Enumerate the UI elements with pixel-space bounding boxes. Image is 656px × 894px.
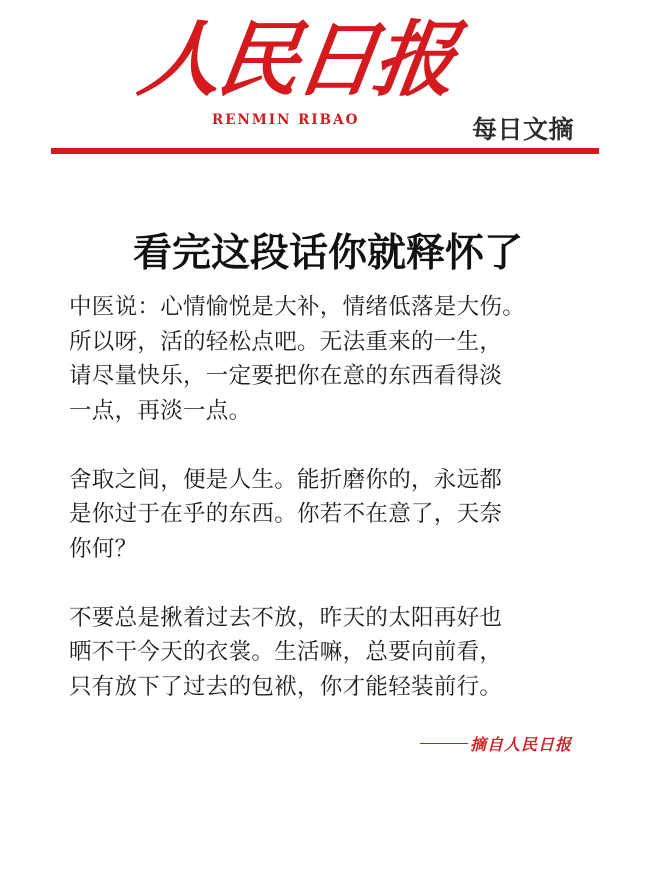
- paragraph-line: 所以呀，活的轻松点吧。无法重来的一生，: [69, 328, 503, 355]
- paragraph-line: 中医说：心情愉悦是大补，情绪低落是大伤。: [69, 294, 526, 320]
- newspaper-logo-pinyin: RENMIN RIBAO: [212, 112, 360, 128]
- section-label: 每日文摘: [472, 115, 575, 144]
- article-headline: 看完这段话你就释怀了: [132, 231, 523, 277]
- paragraph-line: 不要总是揪着过去不放，昨天的太阳再好也: [69, 604, 503, 631]
- paragraph-line: 一点，再淡一点。: [69, 397, 252, 424]
- paragraph-line: 只有放下了过去的包袱，你才能轻装前行。: [69, 673, 503, 700]
- paragraph-line: 舍取之间，便是人生。能折磨你的，永远都: [69, 466, 503, 493]
- paragraph-1: [69, 290, 589, 428]
- source-attribution: [420, 732, 572, 755]
- attribution-text: 摘自人民日报: [470, 735, 573, 754]
- paragraph-3: [69, 601, 589, 705]
- newspaper-logo: 人民日报: [133, 12, 459, 108]
- paragraph-line: 请尽量快乐，一定要把你在意的东西看得淡: [69, 363, 503, 389]
- masthead: [0, 0, 656, 160]
- paragraph-line: 晒不干今天的衣裳。生活嘛，总要向前看，: [69, 639, 503, 665]
- attribution-dash: [420, 743, 468, 745]
- paragraph-2: [69, 463, 589, 567]
- masthead-divider: [51, 148, 599, 154]
- article-body: [69, 290, 589, 739]
- paragraph-line: 是你过于在乎的东西。你若不在意了，天奈: [69, 501, 503, 527]
- paragraph-line: 你何？: [69, 535, 138, 562]
